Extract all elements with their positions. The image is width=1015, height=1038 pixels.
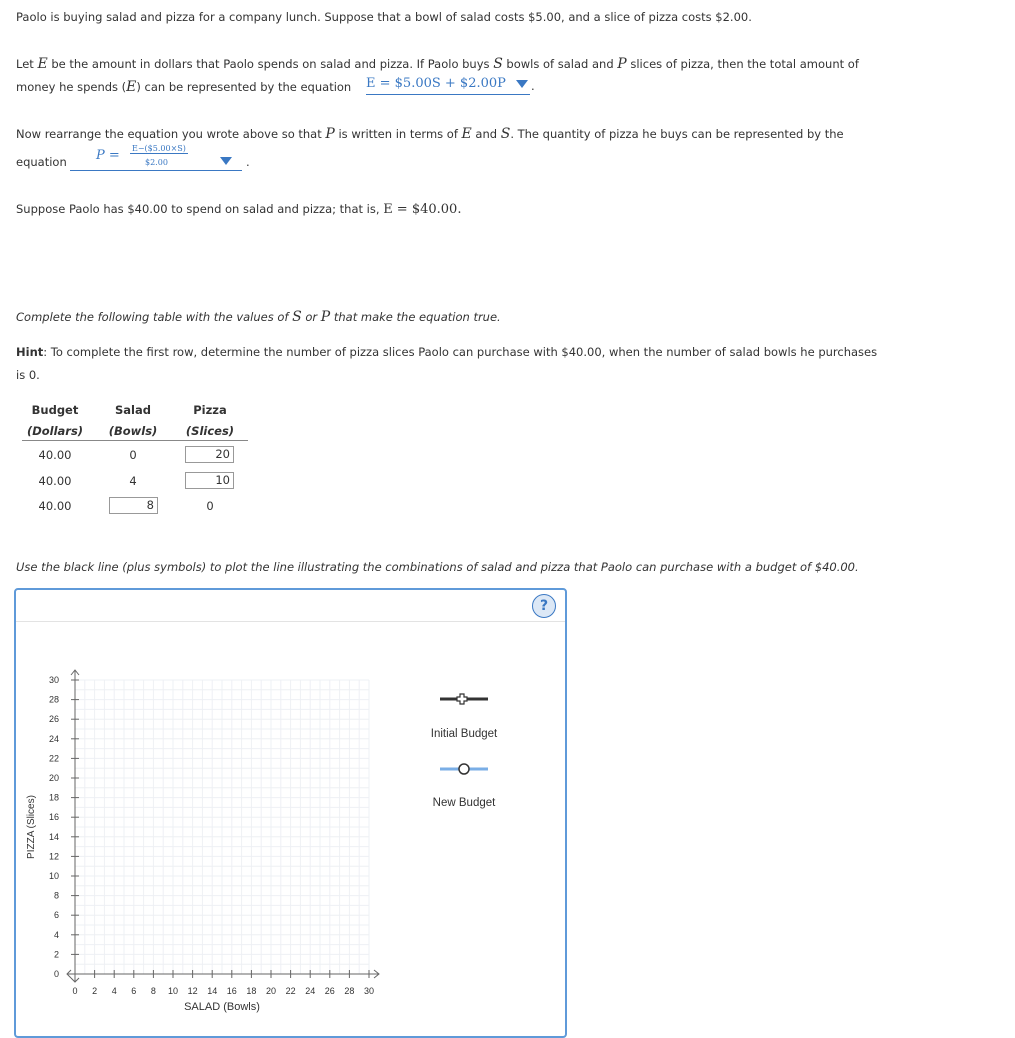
y-tick-label: 4	[53, 929, 59, 940]
equation-dropdown[interactable]	[366, 76, 530, 95]
y-axis-label: PIZZA (Slices)	[26, 795, 37, 859]
plus-icon	[457, 694, 467, 704]
x-tick-label: 10	[167, 986, 179, 996]
y-tick-label: 12	[48, 851, 59, 862]
cell-salad: 0	[129, 448, 137, 462]
part1-line1: Let E be the amount in dollars that Paolo spends on salad and pizza. If Paolo buys S bowls of salad and P slices of pizza, then the total amount of	[16, 56, 859, 72]
x-tick-label: 2	[92, 986, 98, 996]
header-salad: Salad	[115, 403, 151, 417]
cell-pizza: 0	[206, 499, 214, 513]
help-icon[interactable]: ?	[532, 594, 556, 618]
graph-instruction: Use the black line (plus symbols) to plot the line illustrating the combinations of salad and pizza that Paolo can purchase with a budget of $40.00.	[16, 560, 859, 574]
x-tick-label: 22	[285, 986, 296, 996]
legend-new-budget: New Budget	[432, 797, 496, 809]
x-tick-label: 14	[207, 986, 218, 996]
hint-line2: is 0.	[16, 368, 40, 382]
y-tick-label: 24	[48, 733, 59, 744]
hint-line1: Hint: To complete the first row, determine the number of pizza slices Paolo can purchase with $40.00, when the number of salad bowls he purchases	[16, 345, 878, 359]
period: .	[531, 79, 535, 93]
cell-budget: 40.00	[38, 448, 72, 462]
x-tick-label: 20	[265, 986, 277, 996]
header-budget: Budget	[31, 403, 79, 417]
x-tick-label: 8	[150, 986, 156, 996]
x-tick-label: 18	[246, 986, 257, 996]
equation-answer: E = $5.00S + $2.00P	[366, 76, 506, 91]
x-tick-label: 6	[131, 986, 137, 996]
x-tick-label: 12	[187, 986, 198, 996]
header-pizza-unit: (Slices)	[185, 424, 235, 438]
part1-line2: money he spends (E) can be represented by the equation	[16, 79, 352, 95]
x-axis-label: SALAD (Bowls)	[184, 1001, 260, 1013]
table-instruction: Complete the following table with the values of S or P that make the equation true.	[16, 309, 501, 325]
y-tick-label: 8	[53, 890, 59, 901]
header-budget-unit: (Dollars)	[26, 424, 84, 438]
x-tick-label: 24	[305, 986, 316, 996]
part2-line1: Now rearrange the equation you wrote above so that P is written in terms of E and S. The quantity of pizza he buys can be represented by the	[16, 126, 844, 142]
budget-graph[interactable]	[16, 622, 565, 1022]
rearranged-equation-dropdown[interactable]	[70, 143, 242, 171]
table-divider	[22, 440, 248, 441]
equation-numerator: E−($5.00×S)	[132, 144, 186, 153]
header-salad-unit: (Bowls)	[108, 424, 158, 438]
y-tick-label: 10	[48, 871, 59, 881]
y-tick-label: 16	[48, 812, 59, 823]
initial-budget-tool[interactable]	[436, 688, 492, 710]
x-tick-label: 30	[363, 986, 375, 996]
legend-initial-budget: Initial Budget	[430, 728, 498, 740]
x-tick-label: 28	[344, 986, 355, 996]
x-tick-label: 0	[72, 986, 78, 996]
y-tick-label: 0	[53, 969, 59, 979]
pizza-input-row2[interactable]: 10	[185, 472, 234, 489]
y-tick-label: 26	[48, 714, 59, 725]
y-tick-label: 20	[48, 773, 59, 783]
equation-lhs: P =	[96, 148, 120, 163]
y-tick-label: 14	[48, 831, 59, 842]
part3-text: Suppose Paolo has $40.00 to spend on salad and pizza; that is, E = $40.00.	[16, 202, 462, 217]
chevron-down-icon	[516, 80, 528, 88]
x-tick-label: 16	[226, 986, 237, 996]
y-tick-label: 18	[48, 792, 59, 803]
x-tick-label: 26	[324, 986, 335, 996]
intro-text: Paolo is buying salad and pizza for a company lunch. Suppose that a bowl of salad costs $5.00, and a slice of pizza costs $2.00.	[16, 10, 752, 24]
y-tick-label: 2	[53, 949, 59, 960]
period: .	[246, 155, 250, 169]
cell-budget: 40.00	[38, 474, 72, 488]
header-pizza: Pizza	[193, 403, 227, 417]
circle-icon	[459, 764, 469, 774]
x-tick-label: 4	[111, 986, 117, 996]
cell-salad: 4	[129, 474, 137, 488]
cell-budget: 40.00	[38, 499, 72, 513]
equation-denominator: $2.00	[145, 158, 168, 167]
y-tick-label: 30	[48, 675, 59, 685]
chevron-down-icon	[220, 157, 232, 165]
y-tick-label: 22	[48, 753, 59, 764]
new-budget-tool[interactable]	[436, 758, 492, 780]
part2-line2: equation	[16, 155, 67, 169]
y-tick-label: 6	[53, 910, 59, 921]
salad-input-row3[interactable]: 8	[109, 497, 158, 514]
pizza-input-row1[interactable]: 20	[185, 446, 234, 463]
y-tick-label: 28	[48, 694, 59, 705]
